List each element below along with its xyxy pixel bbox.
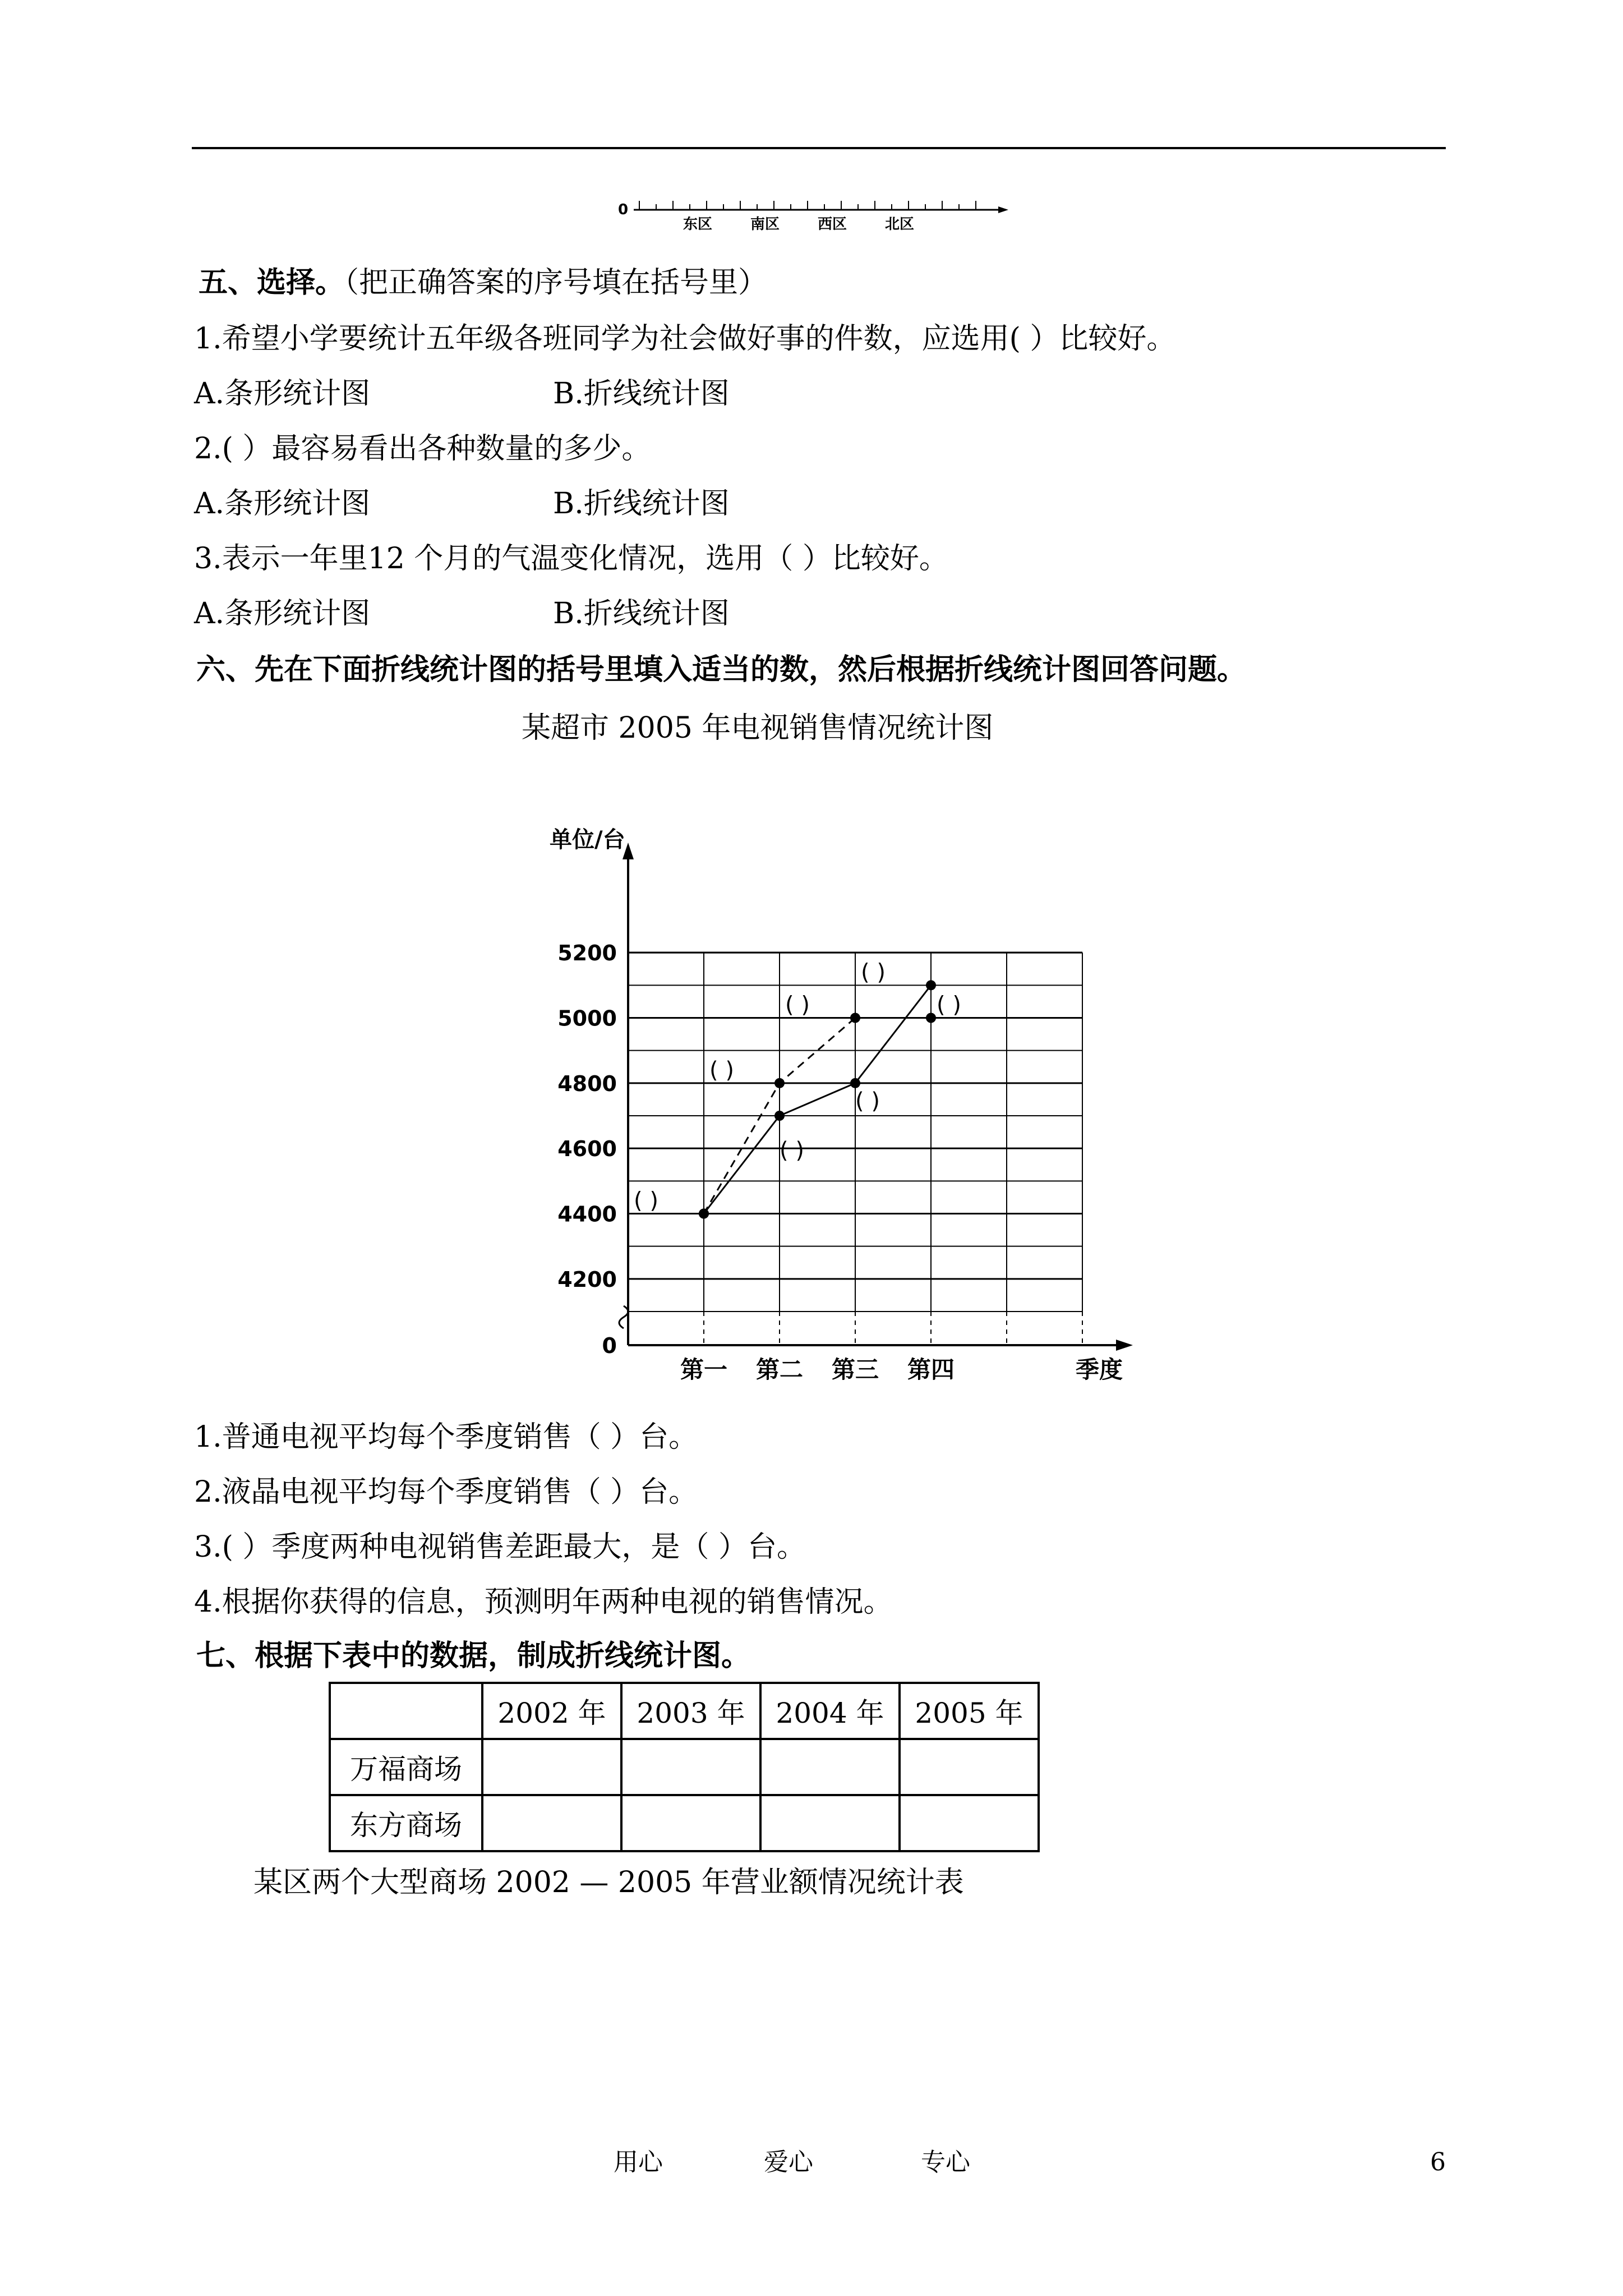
y-tick-label: 4600 — [557, 1137, 617, 1162]
s6-question-4: 4.根据你获得的信息，预测明年两种电视的销售情况。 — [194, 1585, 893, 1619]
footer-motto-2: 爱心 — [764, 2148, 813, 2177]
table-header-cell: 2003 年 — [621, 1683, 760, 1739]
number-line-label-east: 东区 — [683, 216, 713, 233]
x-category-label: 第二 — [755, 1356, 804, 1383]
data-point — [850, 1078, 860, 1088]
table-caption: 某区两个大型商场 2002 — 2005 年营业额情况统计表 — [253, 1866, 964, 1899]
table-row-label: 万福商场 — [330, 1739, 482, 1795]
table-header-cell: 2002 年 — [482, 1683, 621, 1739]
blank-bracket: ( ) — [780, 1138, 804, 1163]
section7-title: 七、根据下表中的数据，制成折线统计图。 — [196, 1639, 751, 1673]
x-category-label: 第四 — [907, 1356, 955, 1383]
s5-q2-option-a: A.条形统计图 — [194, 487, 371, 521]
number-line — [617, 185, 1009, 241]
blank-bracket: ( ) — [634, 1188, 658, 1214]
tv-sales-chart — [533, 808, 1150, 1391]
blank-bracket: ( ) — [937, 992, 961, 1018]
table-row — [330, 1739, 1039, 1795]
sales-table — [329, 1682, 1040, 1852]
s6-question-3: 3.( ）季度两种电视销售差距最大，是（ ）台。 — [194, 1530, 806, 1564]
x-category-label: 第一 — [680, 1356, 728, 1383]
header-rule — [192, 147, 1446, 149]
x-axis-arrow — [1116, 1340, 1133, 1351]
s5-q1-option-b: B.折线统计图 — [553, 377, 730, 411]
blank-bracket: ( ) — [861, 959, 886, 986]
s6-question-1: 1.普通电视平均每个季度销售（ ）台。 — [194, 1420, 698, 1454]
y-zero-label: 0 — [602, 1333, 617, 1358]
footer-motto-1: 用心 — [614, 2148, 663, 2177]
table-header-cell: 2004 年 — [760, 1683, 900, 1739]
blank-bracket: ( ) — [709, 1057, 734, 1083]
x-axis-label: 季度 — [1075, 1356, 1123, 1383]
number-line-zero: 0 — [618, 201, 629, 218]
section5-note: （把正确答案的序号填在括号里） — [344, 266, 768, 300]
s5-question-3: 3.表示一年里12 个月的气温变化情况，选用（ ）比较好。 — [194, 542, 948, 576]
section5-title: 五、选择。 — [199, 265, 345, 300]
number-line-label-south: 南区 — [750, 216, 780, 233]
section6-title: 六、先在下面折线统计图的括号里填入适当的数，然后根据折线统计图回答问题。 — [196, 652, 1247, 687]
s5-q1-option-a: A.条形统计图 — [194, 377, 371, 411]
y-tick-label: 5000 — [557, 1006, 617, 1031]
s5-q3-option-b: B.折线统计图 — [553, 597, 730, 631]
section5-heading — [199, 266, 767, 300]
number-line-label-west: 西区 — [818, 216, 847, 233]
s6-question-2: 2.液晶电视平均每个季度销售（ ）台。 — [194, 1475, 698, 1509]
table-cell — [760, 1739, 900, 1795]
data-point — [774, 1078, 785, 1088]
y-tick-label: 4200 — [557, 1267, 617, 1292]
table-corner-cell — [330, 1683, 482, 1739]
data-point — [850, 1013, 860, 1023]
series-line-solid — [704, 985, 931, 1213]
table-cell — [482, 1739, 621, 1795]
table-cell — [900, 1739, 1039, 1795]
x-category-label: 第三 — [831, 1356, 879, 1383]
y-tick-label: 5200 — [557, 941, 617, 966]
data-point — [774, 1111, 785, 1121]
data-point — [926, 980, 936, 990]
s5-q3-option-a: A.条形统计图 — [194, 597, 371, 631]
y-tick-label: 4400 — [557, 1202, 617, 1227]
table-row-label: 东方商场 — [330, 1795, 482, 1851]
footer-motto-3: 专心 — [921, 2148, 970, 2177]
blank-bracket: ( ) — [785, 992, 810, 1018]
table-header-row — [330, 1683, 1039, 1739]
y-unit-label: 单位/台 — [550, 827, 625, 853]
page-number: 6 — [1430, 2148, 1446, 2177]
data-point — [699, 1209, 709, 1219]
table-cell — [900, 1795, 1039, 1851]
table-row — [330, 1795, 1039, 1851]
table-header-cell: 2005 年 — [900, 1683, 1039, 1739]
data-point — [926, 1013, 936, 1023]
number-line-label-north: 北区 — [885, 216, 915, 233]
axis-break — [619, 1306, 628, 1328]
table-cell — [482, 1795, 621, 1851]
y-tick-label: 4800 — [557, 1071, 617, 1096]
chart-title: 某超市 2005 年电视销售情况统计图 — [522, 711, 994, 745]
blank-bracket: ( ) — [855, 1088, 880, 1114]
table-cell — [760, 1795, 900, 1851]
s5-question-2: 2.( ）最容易看出各种数量的多少。 — [194, 432, 651, 466]
s5-q2-option-b: B.折线统计图 — [553, 487, 730, 521]
s5-question-1: 1.希望小学要统计五年级各班同学为社会做好事的件数，应选用( ）比较好。 — [194, 322, 1176, 356]
table-cell — [621, 1739, 760, 1795]
table-cell — [621, 1795, 760, 1851]
